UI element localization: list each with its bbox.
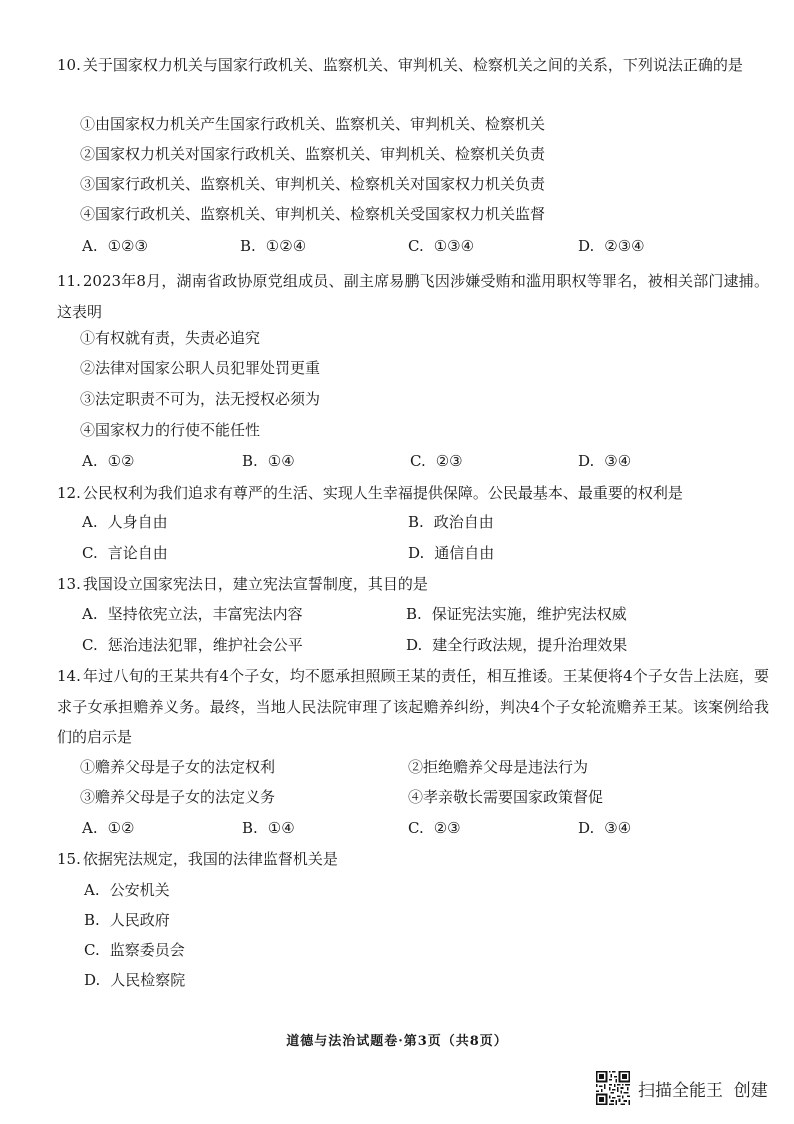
question-11-option-b: B. ①④ [242, 452, 295, 470]
question-14-statement-4: ④孝亲敬长需要国家政策督促 [408, 788, 604, 806]
question-13-option-d: D. 建全行政法规，提升治理效果 [406, 636, 628, 654]
question-10-option-d: D. ②③④ [578, 237, 645, 255]
question-15-stem: 15. 依据宪法规定，我国的法律监督机关是 [57, 850, 338, 868]
question-14-statement-3: ③赡养父母是子女的法定义务 [80, 788, 276, 806]
question-11-statement-4: ④国家权力的行使不能任性 [80, 421, 261, 439]
question-13-option-b: B. 保证宪法实施，维护宪法权威 [406, 605, 627, 623]
question-15-option-a: A. 公安机关 [84, 881, 170, 899]
scanner-watermark [596, 1068, 768, 1108]
question-13-stem: 13. 我国设立国家宪法日，建立宪法宣誓制度，其目的是 [57, 575, 428, 593]
question-12-stem: 12. 公民权利为我们追求有尊严的生活、实现人生幸福提供保障。公民最基本、最重要的权利是 [57, 484, 683, 502]
question-10-option-a: A. ①②③ [82, 237, 148, 255]
question-11-option-a: A. ①② [82, 452, 135, 470]
question-15-option-c: C. 监察委员会 [84, 941, 185, 959]
question-12-option-c: C. 言论自由 [82, 544, 168, 562]
question-10-statement-3: ③国家行政机关、监察机关、审判机关、检察机关对国家权力机关负责 [80, 175, 546, 193]
question-14-statement-1: ①赡养父母是子女的法定权利 [80, 758, 276, 776]
question-12-option-d: D. 通信自由 [408, 544, 495, 562]
question-10-statement-1: ①由国家权力机关产生国家行政机关、监察机关、审判机关、检察机关 [80, 115, 546, 133]
question-10-option-c: C. ①③④ [408, 237, 475, 255]
question-10-option-b: B. ①②④ [240, 237, 307, 255]
question-11-stem: 11. 2023年8月，湖南省政协原党组成员、副主席易鹏飞因涉嫌受贿和滥用职权等罪名，被相关部门逮捕。这表明 [57, 272, 769, 321]
watermark-text: 扫描全能王 创建 [638, 1080, 768, 1101]
question-14-option-d: D. ③④ [578, 819, 632, 837]
question-14-stem: 14. 年过八旬的王某共有4个子女，均不愿承担照顾王某的责任，相互推诿。王某便将4个子女告上法庭，要求子女承担赡养义务。最终，当地人民法院审理了该起赡养纠纷，判决4个子女轮流赡养王某。该案例给我们的启示是 [57, 667, 769, 746]
question-10-statement-2: ②国家权力机关对国家行政机关、监察机关、审判机关、检察机关负责 [80, 145, 546, 163]
question-13-option-a: A. 坚持依宪立法，丰富宪法内容 [82, 605, 303, 623]
question-14-statement-2: ②拒绝赡养父母是违法行为 [408, 758, 589, 776]
question-14-option-a: A. ①② [82, 819, 135, 837]
question-13-option-c: C. 惩治违法犯罪，维护社会公平 [82, 636, 303, 654]
question-10-stem: 10. 关于国家权力机关与国家行政机关、监察机关、审判机关、检察机关之间的关系，下列说法正确的是 [57, 56, 743, 74]
question-11-option-d: D. ③④ [578, 452, 632, 470]
question-14-option-c: C. ②③ [408, 819, 461, 837]
question-10-statement-4: ④国家行政机关、监察机关、审判机关、检察机关受国家权力机关监督 [80, 205, 546, 223]
question-11-statement-2: ②法律对国家公职人员犯罪处罚更重 [80, 359, 321, 377]
question-11-statement-1: ①有权就有责，失责必追究 [80, 329, 261, 347]
question-14-option-b: B. ①④ [242, 819, 295, 837]
question-15-option-b: B. 人民政府 [84, 911, 170, 929]
question-15-option-d: D. 人民检察院 [84, 971, 186, 989]
question-11-option-c: C. ②③ [410, 452, 463, 470]
question-12-option-b: B. 政治自由 [408, 513, 494, 531]
page-footer: 道德与法治试题卷·第3页（共8页） [286, 1034, 508, 1049]
question-12-option-a: A. 人身自由 [82, 513, 168, 531]
qr-code-icon [596, 1071, 630, 1105]
question-11-statement-3: ③法定职责不可为，法无授权必须为 [80, 390, 321, 408]
